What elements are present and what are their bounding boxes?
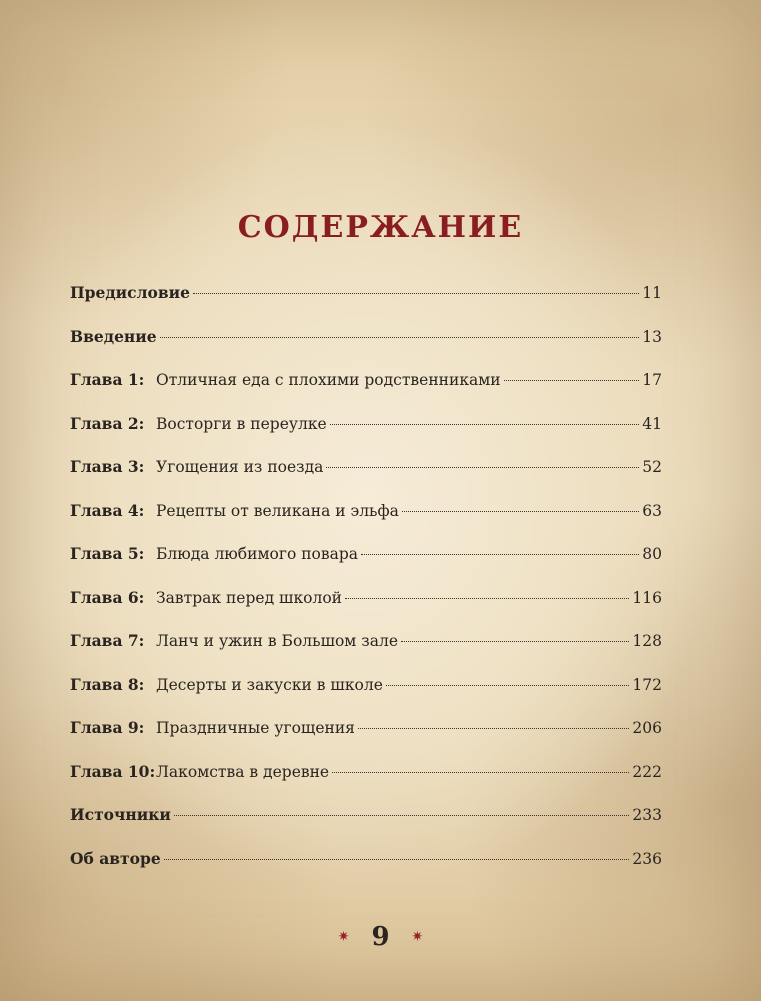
dot-leader	[402, 511, 639, 512]
toc-entry-title: Рецепты от великана и эльфа	[156, 501, 399, 520]
dot-leader	[174, 815, 630, 816]
toc-entry-introduction[interactable]	[70, 327, 662, 371]
toc-entry-chapter-8[interactable]	[70, 675, 662, 719]
toc-entry-label: Глава 6:	[70, 587, 145, 607]
toc-entry-chapter-2[interactable]	[70, 414, 662, 458]
dot-leader	[164, 859, 630, 860]
toc-entry-page: 233	[632, 806, 662, 824]
toc-entry-label: Глава 8:	[70, 674, 145, 694]
toc-entry-chapter-6[interactable]	[70, 588, 662, 632]
toc-entry-page: 128	[632, 632, 662, 650]
toc-entry-page: 116	[632, 588, 662, 607]
toc-entry-page: 11	[642, 284, 662, 302]
toc-entry-label: Об авторе	[70, 848, 161, 868]
dot-leader	[326, 467, 639, 468]
toc-entry-label: Глава 3:	[70, 457, 145, 476]
toc-entry-page: 17	[642, 371, 662, 389]
toc-entry-chapter-4[interactable]	[70, 501, 662, 545]
toc-entry-label: Глава 1:	[70, 370, 145, 389]
dot-leader	[345, 598, 629, 599]
dot-leader	[361, 554, 639, 555]
toc-entry-chapter-7[interactable]	[70, 631, 662, 675]
toc-entry-page: 63	[642, 501, 662, 520]
toc-entry-title: Восторги в переулке	[156, 414, 327, 433]
page-number: 9	[371, 922, 390, 952]
toc-entry-title: Угощения из поезда	[156, 458, 324, 476]
toc-entry-sources[interactable]	[70, 805, 662, 849]
toc-entry-title: Лакомства в деревне	[156, 762, 330, 781]
toc-entry-page: 236	[632, 849, 662, 868]
page-title: СОДЕРЖАНИЕ	[237, 210, 524, 245]
toc-entry-label: Глава 5:	[70, 544, 145, 563]
toc-entry-title: Отличная еда с плохими родственниками	[156, 371, 501, 389]
toc-entry-page: 172	[632, 675, 662, 694]
table-of-contents	[70, 283, 662, 892]
toc-entry-preface[interactable]	[70, 283, 662, 327]
toc-entry-chapter-5[interactable]	[70, 544, 662, 588]
toc-entry-title: Ланч и ужин в Большом зале	[156, 632, 399, 650]
page-number-footer	[0, 922, 761, 952]
toc-entry-title: Завтрак перед школой	[156, 588, 342, 607]
toc-entry-label: Предисловие	[70, 283, 190, 302]
toc-entry-label: Введение	[70, 326, 157, 346]
toc-entry-about-author[interactable]	[70, 849, 662, 893]
toc-entry-label: Глава 9:	[70, 718, 145, 737]
dot-leader	[504, 380, 640, 381]
dot-leader	[386, 685, 630, 686]
toc-entry-chapter-10[interactable]	[70, 762, 662, 806]
toc-entry-label: Источники	[70, 805, 171, 824]
toc-entry-label: Глава 10:	[70, 761, 156, 781]
star-ornament-icon: ✷	[337, 929, 350, 945]
toc-entry-label: Глава 7:	[70, 631, 145, 650]
toc-entry-chapter-1[interactable]	[70, 370, 662, 414]
toc-entry-title: Блюда любимого повара	[156, 545, 359, 563]
dot-leader	[358, 728, 629, 729]
toc-entry-page: 222	[632, 762, 662, 781]
dot-leader	[160, 337, 640, 338]
toc-entry-title: Праздничные угощения	[156, 719, 355, 737]
toc-entry-label: Глава 2:	[70, 413, 145, 433]
toc-entry-page: 52	[642, 458, 662, 476]
star-ornament-icon: ✷	[411, 929, 424, 945]
dot-leader	[330, 424, 640, 425]
toc-entry-page: 41	[642, 414, 662, 433]
toc-entry-chapter-3[interactable]	[70, 457, 662, 501]
toc-entry-title: Десерты и закуски в школе	[156, 675, 383, 694]
dot-leader	[193, 293, 639, 294]
dot-leader	[332, 772, 629, 773]
toc-entry-page: 80	[642, 545, 662, 563]
toc-entry-label: Глава 4:	[70, 500, 145, 520]
toc-entry-chapter-9[interactable]	[70, 718, 662, 762]
toc-entry-page: 206	[632, 719, 662, 737]
toc-entry-page: 13	[642, 327, 662, 346]
dot-leader	[401, 641, 629, 642]
